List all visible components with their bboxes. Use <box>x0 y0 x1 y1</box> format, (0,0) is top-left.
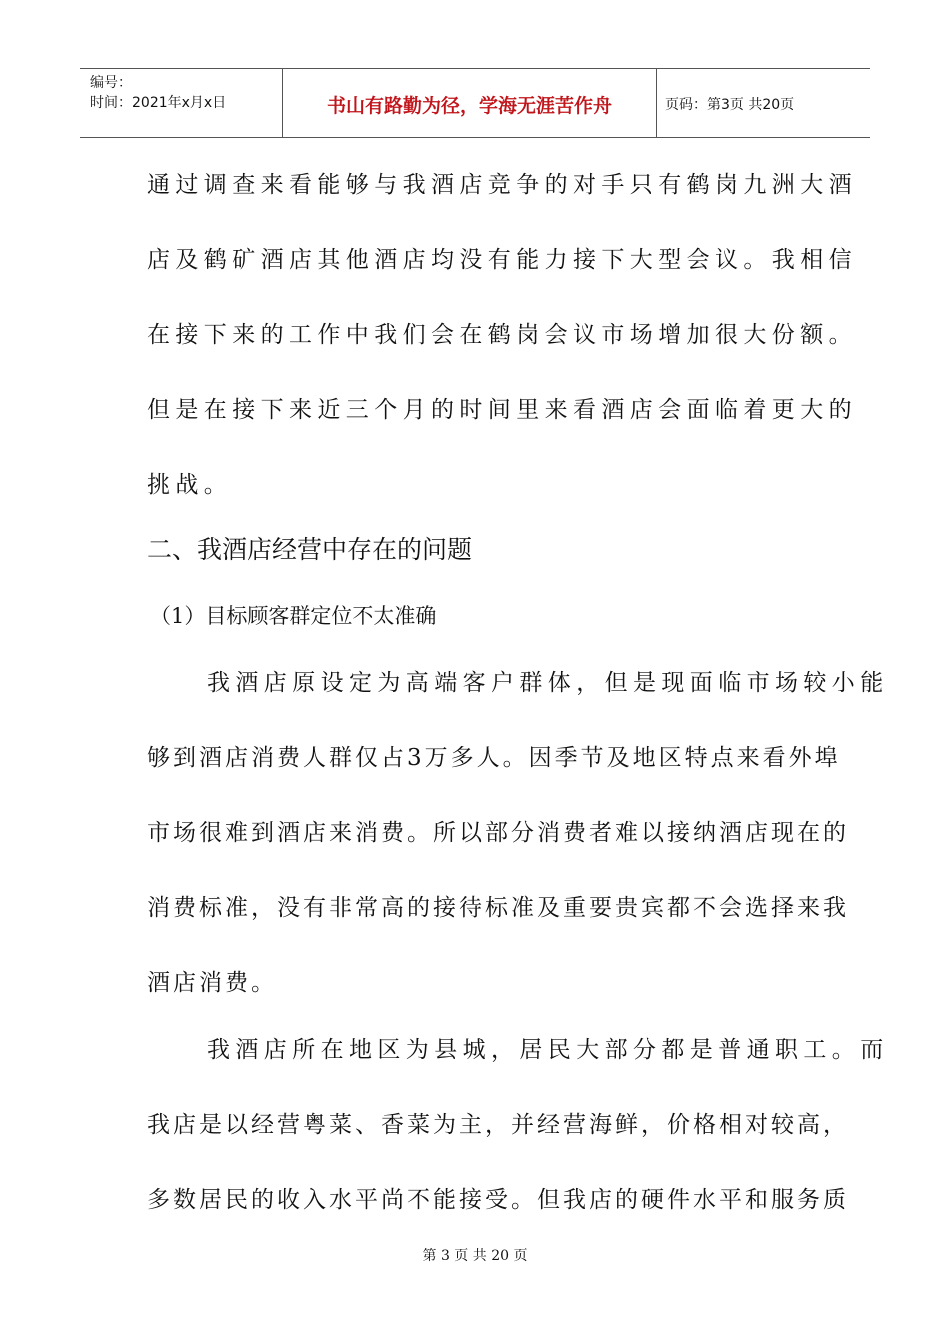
paragraph-line: 多数居民的收入水平尚不能接受。但我店的硬件水平和服务质 <box>147 1187 849 1213</box>
serial-number-label: 编号： <box>90 75 132 91</box>
paragraph-line: 市场很难到酒店来消费。所以部分消费者难以接纳酒店现在的 <box>147 820 849 846</box>
header-motto-cell <box>283 69 657 137</box>
paragraph-line: 够到酒店消费人群仅占3万多人。因季节及地区特点来看外埠 <box>147 745 841 771</box>
paragraph-line: 店及鹤矿酒店其他酒店均没有能力接下大型会议。我相信 <box>147 247 857 273</box>
date-label: 时间：2021年x月x日 <box>90 95 227 111</box>
header-page-cell <box>657 69 870 137</box>
header-motto: 书山有路勤为径，学海无涯苦作舟 <box>326 95 612 117</box>
header-page-info: 页码：第3页 共20页 <box>665 97 795 113</box>
paragraph-line: 通过调查来看能够与我酒店竞争的对手只有鹤岗九洲大酒 <box>147 172 857 198</box>
page-footer: 第 3 页 共 20 页 <box>422 1248 528 1264</box>
paragraph-line: 我酒店原设定为高端客户群体，但是现面临市场较小能 <box>207 670 889 696</box>
section-heading: 二、我酒店经营中存在的问题 <box>147 535 473 564</box>
paragraph-line: 在接下来的工作中我们会在鹤岗会议市场增加很大份额。 <box>147 322 857 348</box>
page-header <box>80 68 870 138</box>
paragraph-line: 消费标准，没有非常高的接待标准及重要贵宾都不会选择来我 <box>147 895 849 921</box>
paragraph-line: 我店是以经营粤菜、香菜为主，并经营海鲜，价格相对较高， <box>147 1112 849 1138</box>
subsection-heading: （1）目标顾客群定位不太准确 <box>150 604 437 628</box>
paragraph-line: 酒店消费。 <box>147 970 277 996</box>
paragraph-line: 但是在接下来近三个月的时间里来看酒店会面临着更大的 <box>147 397 857 423</box>
header-meta-cell <box>80 69 283 137</box>
paragraph-line: 挑战。 <box>147 472 233 498</box>
paragraph-line: 我酒店所在地区为县城，居民大部分都是普通职工。而 <box>207 1037 889 1063</box>
